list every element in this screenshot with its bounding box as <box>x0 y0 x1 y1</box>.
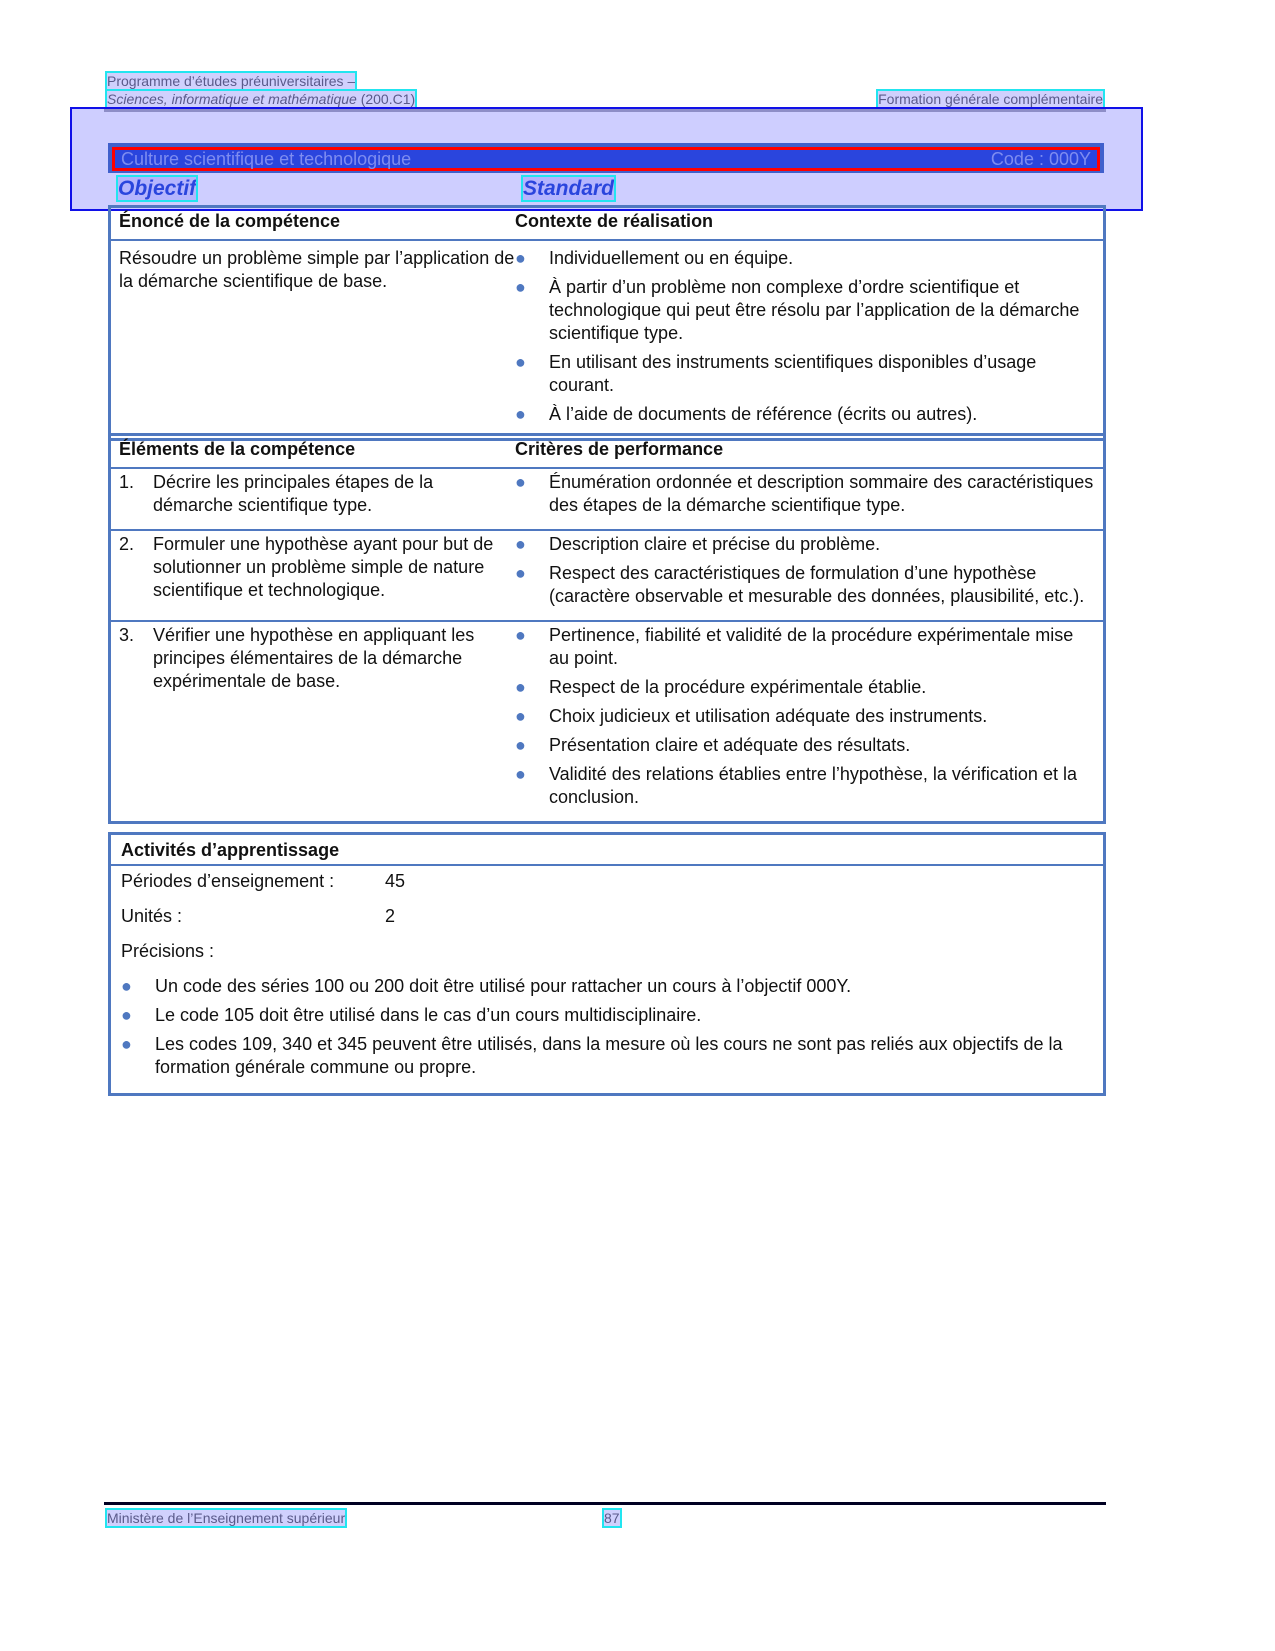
element-row: 3. Vérifier une hypothèse en appliquant les principes élémentaires de la démarche expérimentale de base. ● Pertinence, fiabilité et validité de la procédure expérimentale mise au point. ● Respect de la procédure expérimentale établie. ● Choix judicieux et utilisation adéquate des instruments. ● Présentation claire et adéquate des résultats. ● Validité des relations établies entre l’hypothèse, la vérification et la conclusion. <box>111 620 1103 821</box>
element-text: Décrire les principales étapes de la démarche scientifique type. <box>153 472 434 515</box>
criterion: Présentation claire et adéquate des résultats. <box>549 735 911 755</box>
element-row: 2. Formuler une hypothèse ayant pour but de solutionner un problème simple de nature scientifique et technologique. ● Description claire et précise du problème. ● Respect des caractéristiques de formulation d’une hypothèse (caractère observable et mesurable des données, plausibilité, etc.). <box>111 529 1103 620</box>
criterion: Choix judicieux et utilisation adéquate des instruments. <box>549 706 988 726</box>
criterion: Pertinence, fiabilité et validité de la procédure expérimentale mise au point. <box>549 625 1074 668</box>
precision-item: Le code 105 doit être utilisé dans le cas d’un cours multidisciplinaire. <box>155 1005 702 1025</box>
header-program <box>107 73 355 89</box>
unites-line: Unités : 2 <box>121 906 396 926</box>
course-code: Code : 000Y <box>990 149 1091 169</box>
criterion: Validité des relations établies entre l’hypothèse, la vérification et la conclusion. <box>549 764 1077 807</box>
activites-box: Activités d’apprentissage Périodes d’enseignement : 45 Unités : 2 Précisions : ● Un code des séries 100 ou 200 doit être utilisé pour rattacher un cours à l’objectif 000Y. ● Le code 105 doit être utilisé dans le cas d’un cours multidisciplinaire. ● Les codes 109, 340 et 345 peuvent être utilisés, dans la mesure où les cours ne sont pas reliés aux objectifs de la formation générale commune ou propre. <box>108 832 1106 1096</box>
precision-item: Un code des séries 100 ou 200 doit être utilisé pour rattacher un cours à l’objectif 000Y. <box>155 976 852 996</box>
precision-item: Les codes 109, 340 et 345 peuvent être utilisés, dans la mesure où les cours ne sont pas reliés aux objectifs de la formation générale commune ou propre. <box>155 1034 1063 1077</box>
element-number: 2. <box>119 534 135 554</box>
contexte-item: En utilisant des instruments scientifiques disponibles d’usage courant. <box>549 352 1037 395</box>
contexte-item: Individuellement ou en équipe. <box>549 248 794 268</box>
element-text: Formuler une hypothèse ayant pour but de solutionner un problème simple de nature scientifique et technologique. <box>153 534 494 600</box>
element-number: 3. <box>119 625 135 645</box>
page-number: 87 <box>604 1510 620 1526</box>
header-program-code: (200.C1) <box>356 91 416 107</box>
activites-heading: Activités d’apprentissage <box>121 840 340 860</box>
contexte-heading: Contexte de réalisation <box>515 211 714 231</box>
criterion: Respect des caractéristiques de formulation d’une hypothèse (caractère observable et mesurable des données, plausibilité, etc.). <box>549 563 1085 606</box>
element-row: 1. Décrire les principales étapes de la démarche scientifique type. ● Énumération ordonnée et description sommaire des caractéristiques des étapes de la démarche scientifique type. <box>111 467 1103 529</box>
course-title: Culture scientifique et technologique <box>121 149 412 169</box>
element-text: Vérifier une hypothèse en appliquant les principes élémentaires de la démarche expérimentale de base. <box>153 625 475 691</box>
header-program-name: Sciences, informatique et mathématique <box>107 91 357 107</box>
header-line1: Programme d’études préuniversitaires – <box>107 73 356 89</box>
objectif-label: Objectif <box>118 177 197 200</box>
header-right-text: Formation générale complémentaire <box>878 91 1103 107</box>
criterion: Énumération ordonnée et description sommaire des caractéristiques des étapes de la démarche scientifique type. <box>549 472 1094 515</box>
header-line2 <box>107 91 415 107</box>
enonce-heading: Énoncé de la compétence <box>119 211 341 231</box>
precisions-label: Précisions : <box>121 941 215 961</box>
elements-heading: Éléments de la compétence <box>119 439 356 459</box>
competence-box <box>108 205 1106 441</box>
contexte-list: ● Individuellement ou en équipe. ● À partir d’un problème non complexe d’ordre scientifique et technologique qui peut être résolu par l’application de la démarche scientifique type. ● En utilisant des instruments scientifiques disponibles d’usage courant. ● À l’aide de documents de référence (écrits ou autres). <box>515 245 1103 438</box>
periodes-value: 45 <box>385 871 406 891</box>
enonce-text: Résoudre un problème simple par l’application de la démarche scientifique de base. <box>119 248 515 291</box>
elements-box <box>108 433 1106 824</box>
contexte-item: À l’aide de documents de référence (écrits ou autres). <box>549 404 978 424</box>
title-bar <box>108 143 1104 173</box>
contexte-item: À partir d’un problème non complexe d’ordre scientifique et technologique qui peut être résolu par l’application de la démarche scientifique type. <box>549 277 1080 343</box>
element-number: 1. <box>119 472 135 492</box>
criterion: Respect de la procédure expérimentale établie. <box>549 677 927 697</box>
standard-label: Standard <box>523 177 615 200</box>
periodes-line: Périodes d’enseignement : 45 <box>121 871 406 891</box>
criterion: Description claire et précise du problème. <box>549 534 881 554</box>
criteres-heading: Critères de performance <box>515 439 724 459</box>
footer-rule <box>104 1502 1106 1505</box>
unites-value: 2 <box>385 906 396 926</box>
header-right <box>878 91 1103 107</box>
footer-ministry: Ministère de l’Enseignement supérieur <box>107 1510 346 1526</box>
